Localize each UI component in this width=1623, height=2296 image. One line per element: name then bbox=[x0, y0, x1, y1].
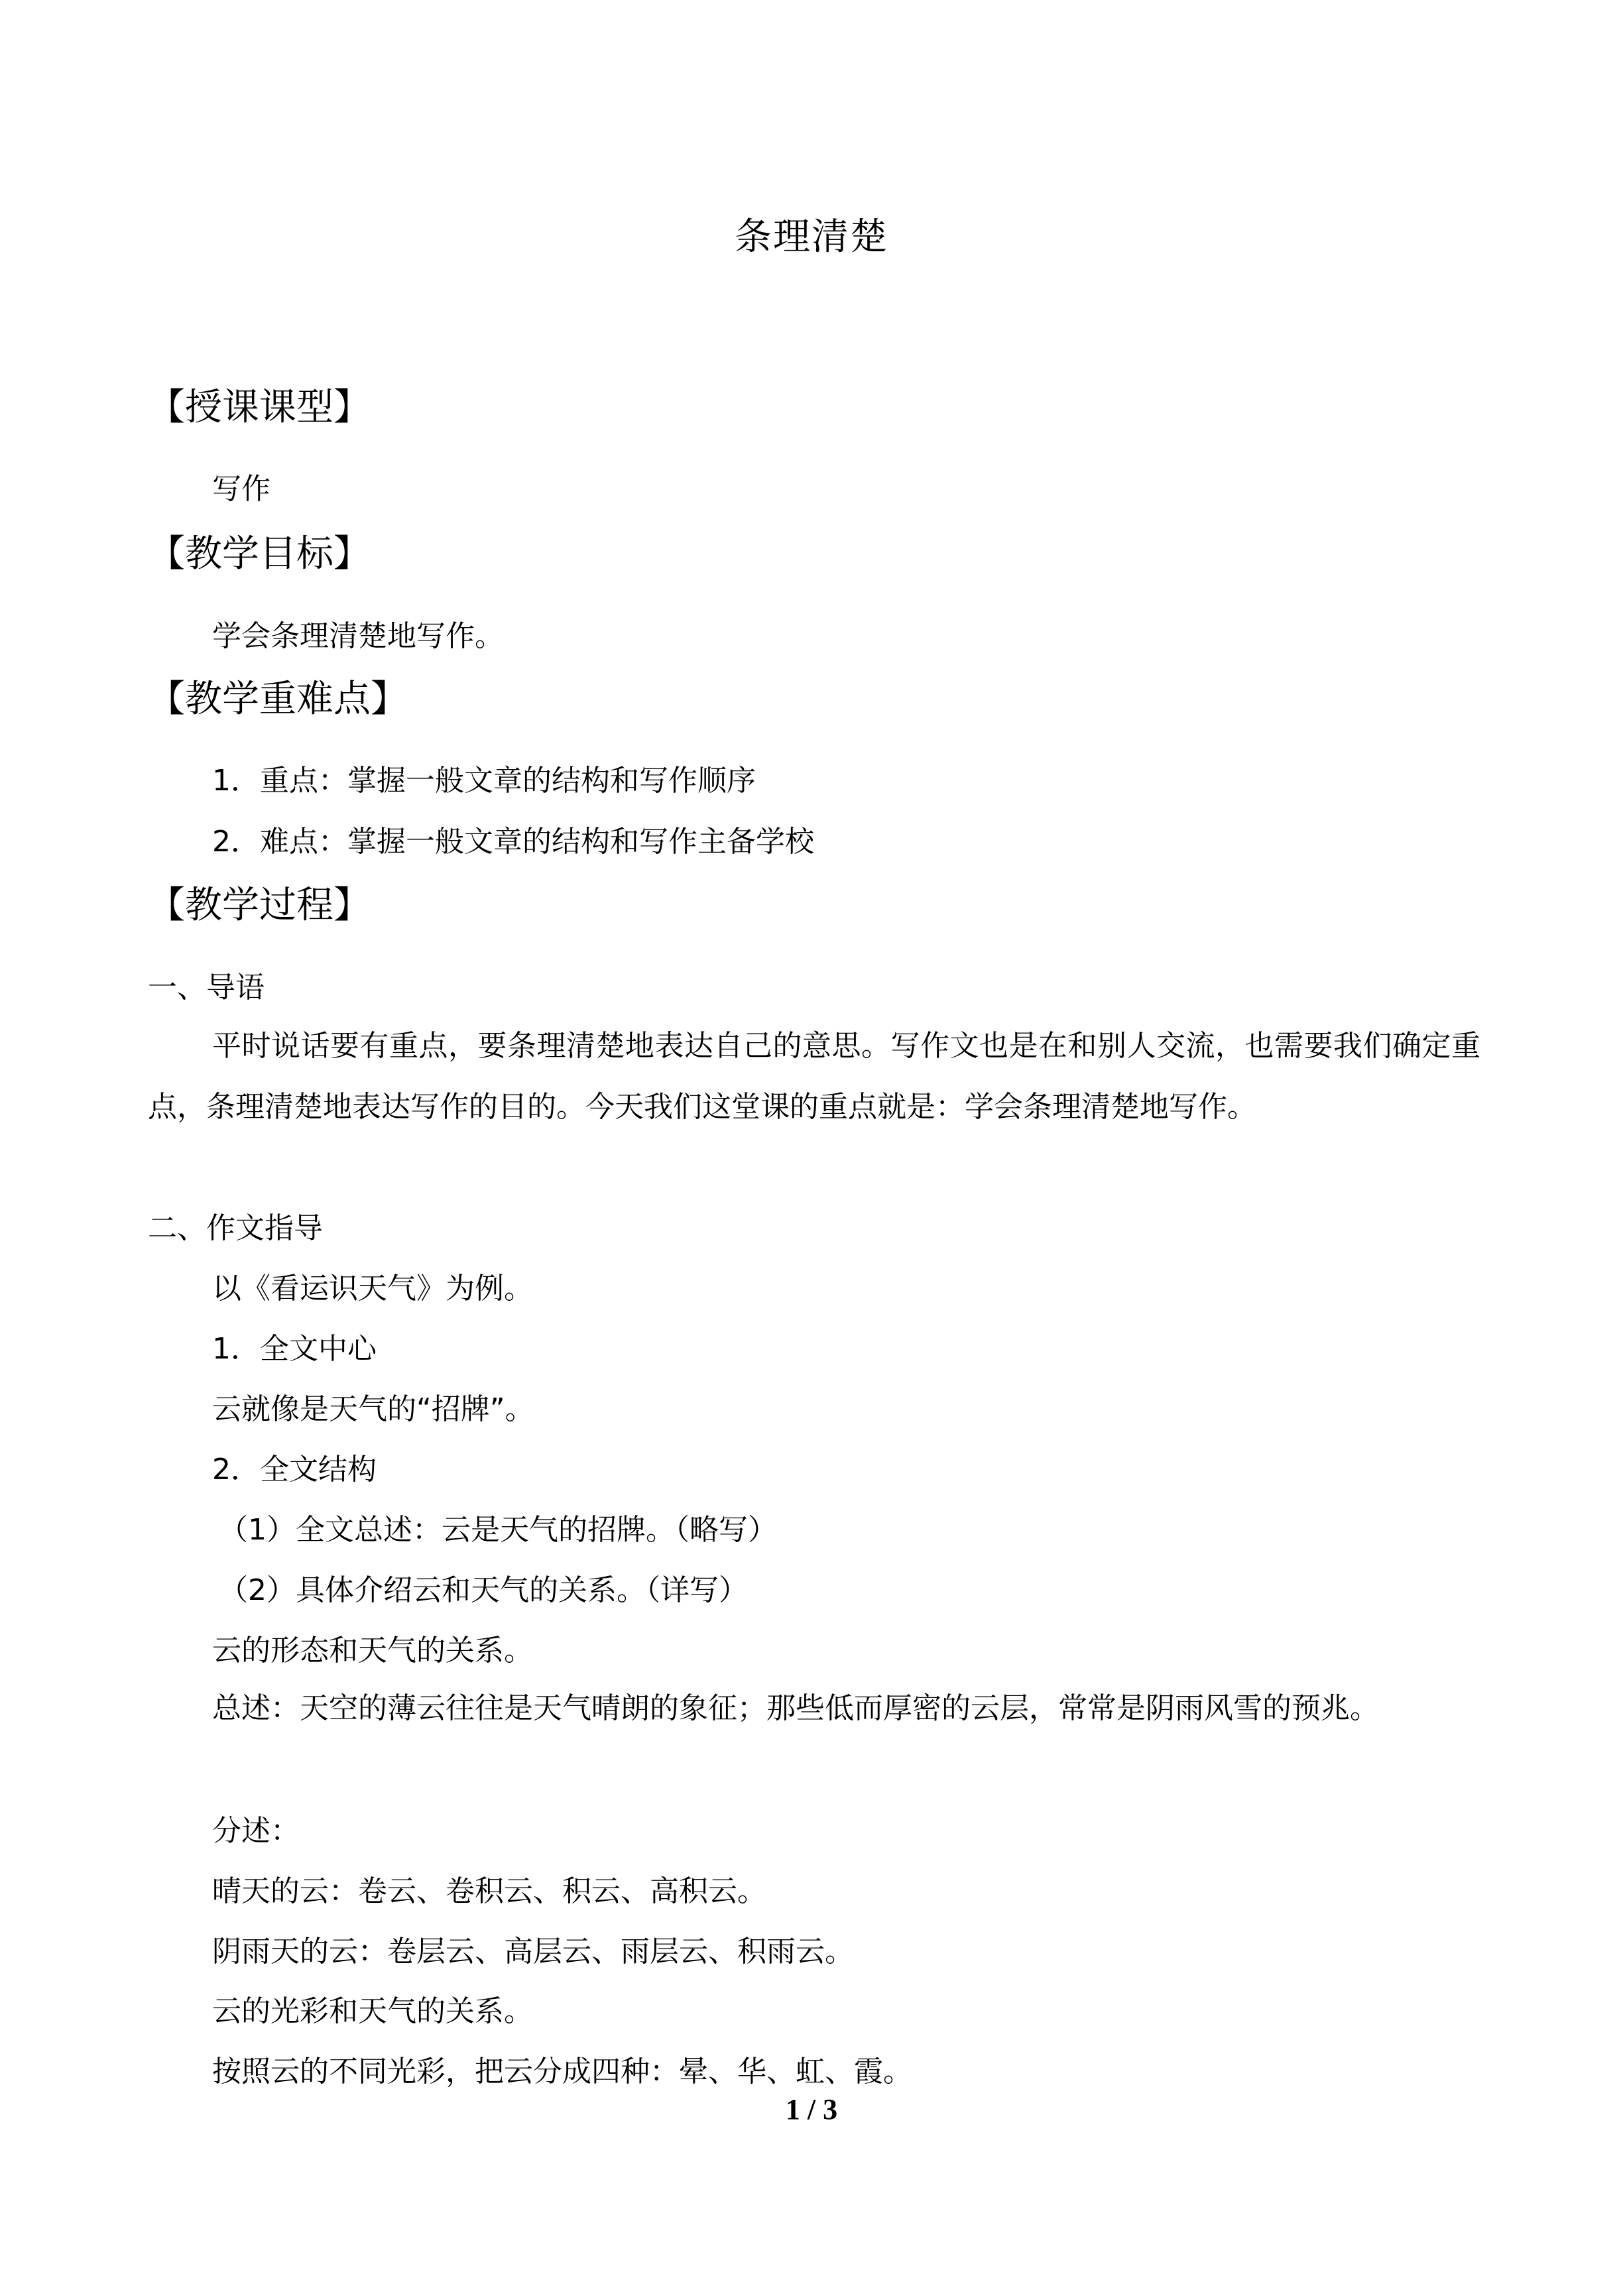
detail-line: 按照云的不同光彩，把云分成四种：晕、华、虹、霞。 bbox=[212, 2055, 912, 2088]
key-point-item: 2．难点：掌握一般文章的结构和写作主备学校 bbox=[212, 825, 814, 859]
summary-paragraph: 总述：天空的薄云往往是天气晴朗的象征；那些低而厚密的云层，常常是阴雨风雪的预兆。 bbox=[212, 1691, 1379, 1725]
guide-line: 以《看运识天气》为例。 bbox=[212, 1272, 533, 1305]
page-title: 条理清楚 bbox=[735, 215, 888, 259]
guide-title: 二、作文指导 bbox=[148, 1211, 323, 1245]
guide-line: 云就像是天气的“招牌”。 bbox=[212, 1392, 534, 1426]
objectives-content: 学会条理清楚地写作。 bbox=[212, 619, 504, 653]
detail-line: 分述： bbox=[212, 1814, 300, 1848]
lesson-type-heading: 【授课课型】 bbox=[148, 386, 371, 429]
lesson-type-content: 写作 bbox=[212, 472, 270, 506]
guide-line: （1）全文总述：云是天气的招牌。（略写） bbox=[219, 1513, 777, 1547]
guide-line: 1．全文中心 bbox=[212, 1332, 377, 1366]
detail-line: 晴天的云：卷云、卷积云、积云、高积云。 bbox=[212, 1874, 766, 1908]
key-point-item: 1．重点：掌握一般文章的结构和写作顺序 bbox=[212, 764, 756, 798]
guide-line: （2）具体介绍云和天气的关系。（详写） bbox=[219, 1573, 748, 1607]
page-number: 1 / 3 bbox=[785, 2093, 838, 2126]
detail-line: 阴雨天的云：卷层云、高层云、雨层云、积雨云。 bbox=[212, 1935, 854, 1968]
intro-paragraph: 平时说话要有重点，要条理清楚地表达自己的意思。写作文也是在和别人交流，也需要我们确定重点，条理清楚地表达写作的目的。今天我们这堂课的重点就是：学会条理清楚地写作。 bbox=[148, 1029, 1480, 1124]
objectives-heading: 【教学目标】 bbox=[148, 532, 371, 575]
process-heading: 【教学过程】 bbox=[148, 884, 371, 927]
guide-line: 2．全文结构 bbox=[212, 1453, 377, 1486]
guide-line: 云的形态和天气的关系。 bbox=[212, 1634, 533, 1667]
detail-line: 云的光彩和天气的关系。 bbox=[212, 1994, 533, 2028]
key-points-heading: 【教学重难点】 bbox=[148, 678, 408, 721]
intro-title: 一、导语 bbox=[148, 971, 265, 1004]
